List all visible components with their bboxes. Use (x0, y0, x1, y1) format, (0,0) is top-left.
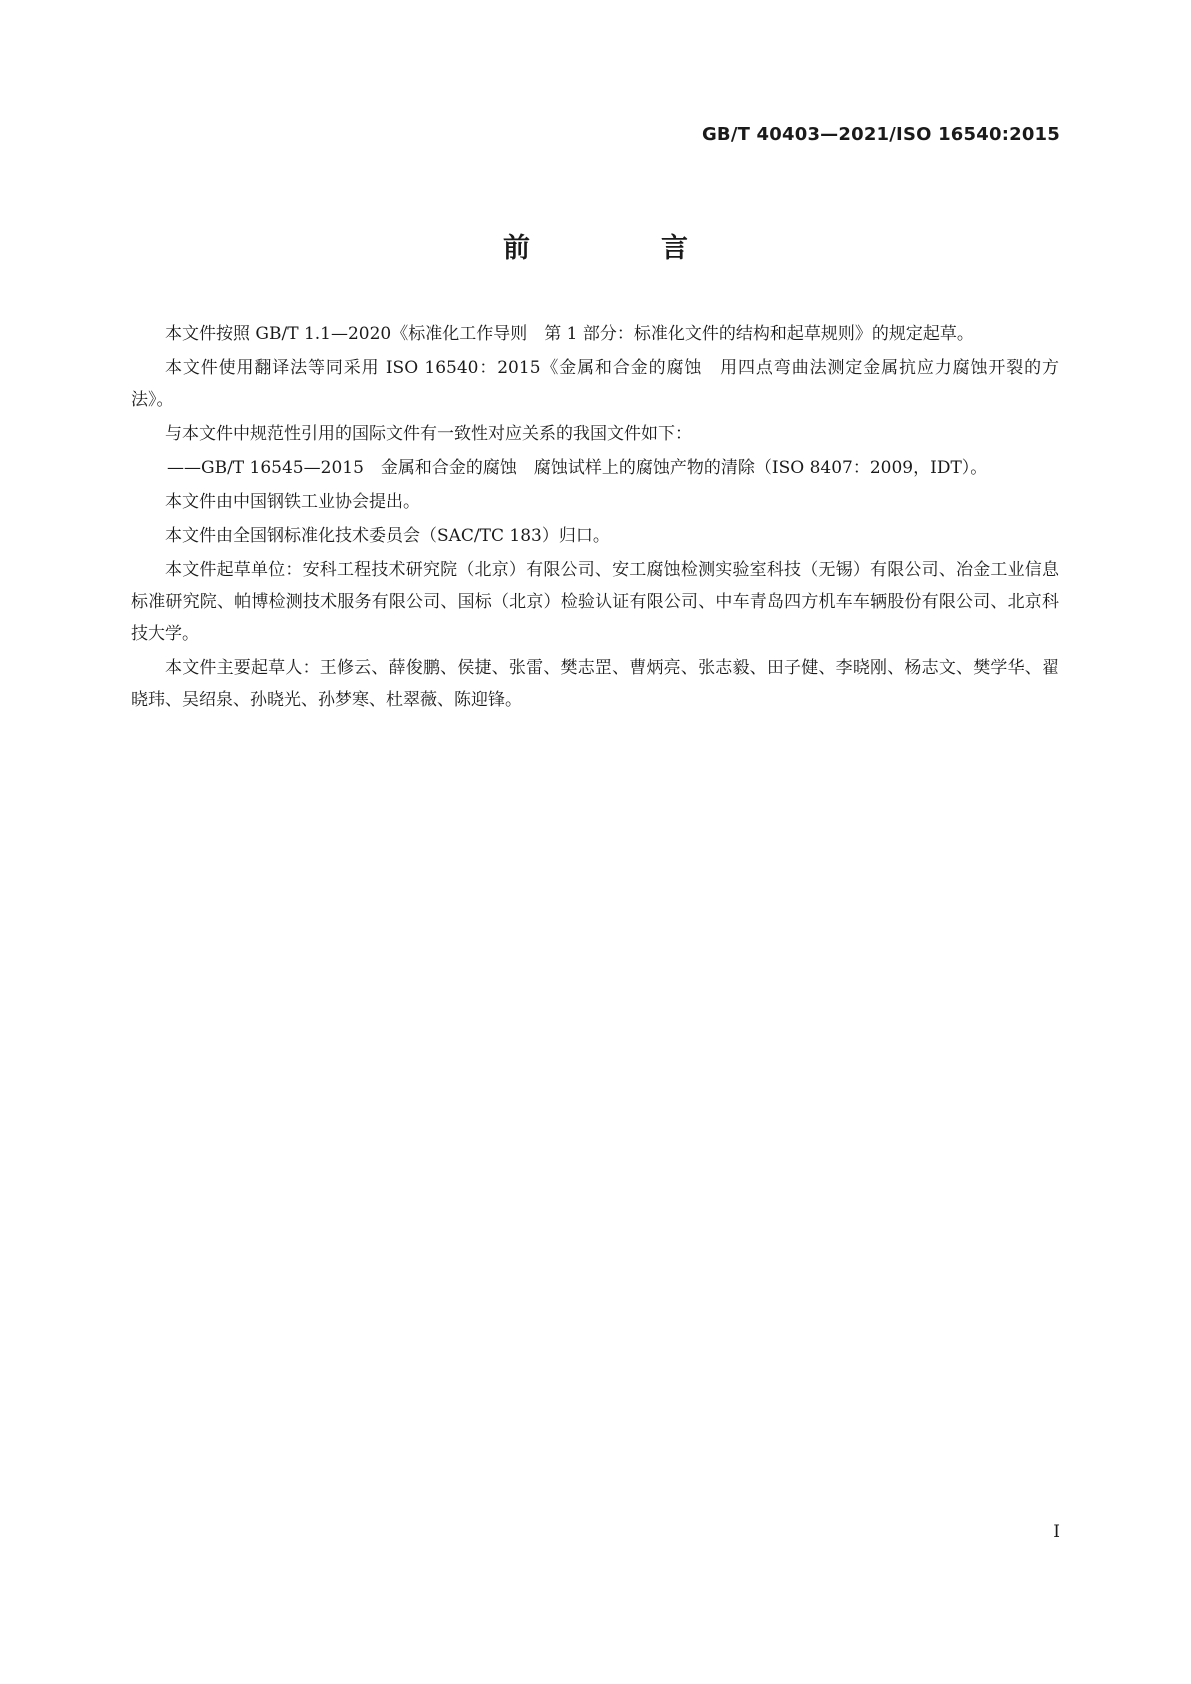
reference-list-item: ——GB/T 16545—2015 金属和合金的腐蚀 腐蚀试样上的腐蚀产物的清除（ISO 8407：2009，IDT）。 (167, 458, 988, 478)
standard-code-header: GB/T 40403—2021/ISO 16540:2015 (701, 124, 1060, 145)
paragraph-proposed-by: 本文件由中国钢铁工业协会提出。 (165, 492, 420, 512)
paragraph-references-intro: 与本文件中规范性引用的国际文件有一致性对应关系的我国文件如下： (165, 424, 692, 444)
page-number: I (1053, 1522, 1060, 1542)
page-title: 前 言 (503, 233, 740, 264)
paragraph-administered-by: 本文件由全国钢标准化技术委员会（SAC/TC 183）归口。 (165, 526, 610, 546)
foreword-body (131, 318, 1059, 718)
paragraph-adoption: 本文件使用翻译法等同采用 ISO 16540：2015《金属和合金的腐蚀 用四点弯曲法测定金属抗应力腐蚀开裂的方法》。 (131, 358, 1059, 410)
paragraph-drafting-rules: 本文件按照 GB/T 1.1—2020《标准化工作导则 第 1 部分：标准化文件的结构和起草规则》的规定起草。 (165, 324, 974, 344)
paragraph-drafting-units: 本文件起草单位：安科工程技术研究院（北京）有限公司、安工腐蚀检测实验室科技（无锡）有限公司、冶金工业信息标准研究院、帕博检测技术服务有限公司、国标（北京）检验认证有限公司、中车青岛四方机车车辆股份有限公司、北京科技大学。 (131, 560, 1059, 644)
paragraph-drafters: 本文件主要起草人：王修云、薛俊鹏、侯捷、张雷、樊志罡、曹炳亮、张志毅、田子健、李晓刚、杨志文、樊学华、翟晓玮、吴绍泉、孙晓光、孙梦寒、杜翠薇、陈迎锋。 (131, 658, 1059, 710)
